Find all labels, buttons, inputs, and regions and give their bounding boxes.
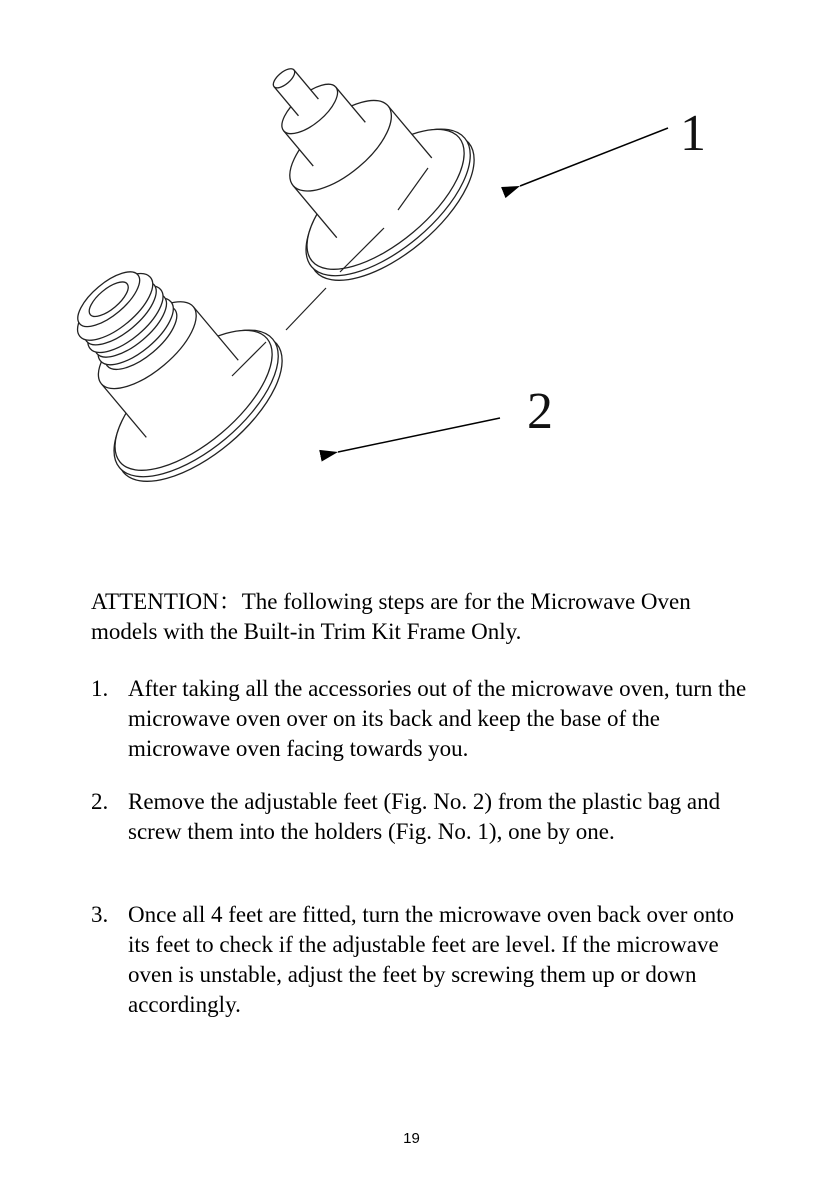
step-number: 2. xyxy=(91,789,109,814)
step-text: Remove the adjustable feet (Fig. No. 2) from the plastic bag and screw them into the holders (Fig. No. 1), one by one. xyxy=(128,789,721,844)
step-number: 1. xyxy=(91,676,109,701)
step-text: Once all 4 feet are fitted, turn the microwave oven back over onto its feet to check if the adjustable feet are level. If the microwave oven is unstable, adjust the feet by screwing them up or down accordingly. xyxy=(128,902,735,1017)
leader-arrow-2 xyxy=(338,418,500,452)
step-text: After taking all the accessories out of the microwave oven, turn the microwave oven over on its back and keep the base of the microwave oven facing towards you. xyxy=(128,676,747,761)
step-2 xyxy=(91,787,751,847)
exploded-view-figure xyxy=(0,0,823,540)
attention-note: ATTENTION：The following steps are for the Microwave Oven models with the Built-in Trim Kit Frame Only. xyxy=(91,589,691,644)
step-number: 3. xyxy=(91,902,109,927)
callout-number-1: 1 xyxy=(680,105,706,162)
leader-arrow-1 xyxy=(520,128,668,186)
callout-number-2: 2 xyxy=(527,383,553,440)
page-number: 19 xyxy=(403,1130,420,1147)
step-3 xyxy=(91,900,751,1020)
adjustable-foot-part xyxy=(22,223,306,508)
step-1 xyxy=(91,674,751,764)
